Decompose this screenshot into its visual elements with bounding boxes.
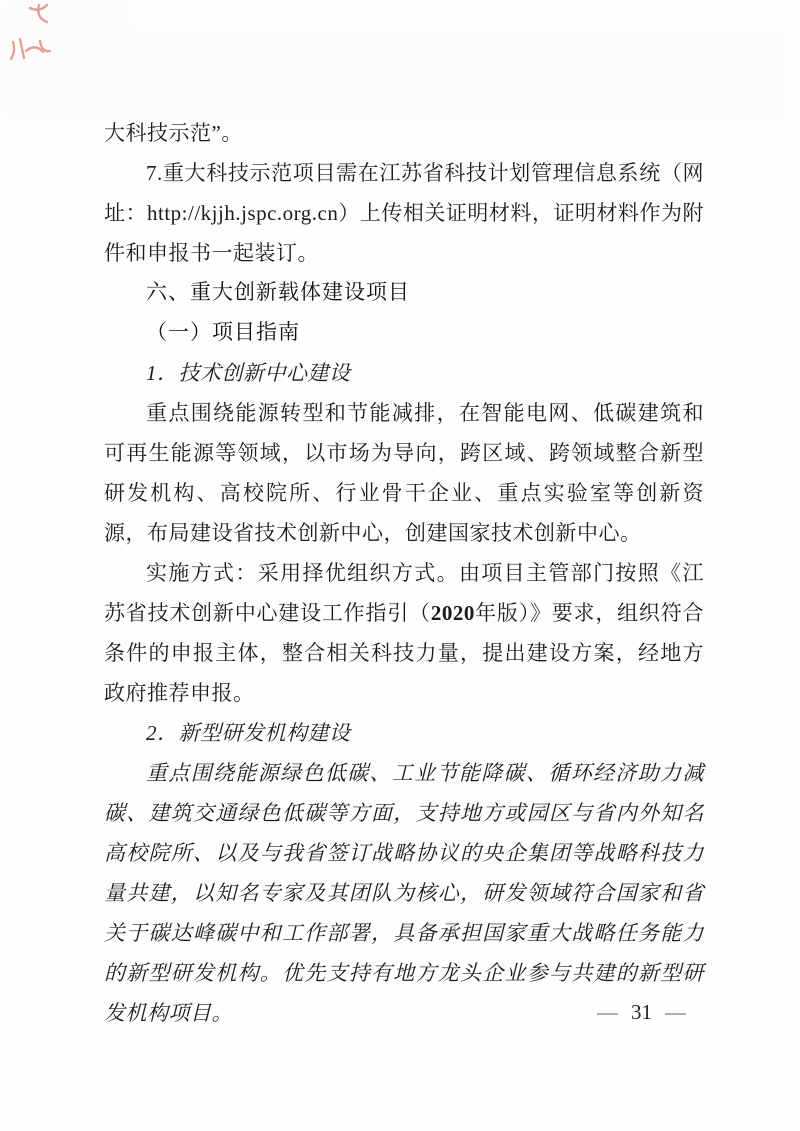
item-heading-2-new-rd-institution: 2．新型研发机构建设 [146,721,351,745]
paragraph-new-rd-institution: 重点围绕能源绿色低碳、工业节能降碳、循环经济助力减碳、建筑交通绿色低碳等方面，支持地方或园区与省内外知名高校院所、以及与我省签订战略协议的央企集团等战略科技力量共建，以知名专家及其团队为核心，研发领域符合国家和省关于碳达峰碳中和工作部署，具备承担国家重大战略任务能力的新型研发机构。优先支持有地方龙头企业参与共建的新型研发机构项目。 [104,761,704,1025]
paragraph-tech-innovation-center: 重点围绕能源转型和节能减排，在智能电网、低碳建筑和可再生能源等领域，以市场为导向，跨区域、跨领域整合新型研发机构、高校院所、行业骨干企业、重点实验室等创新资源，布局建设省技术创新中心，创建国家技术创新中心。 [104,401,704,545]
paragraph-implementation-part-1: 实施方式：采用择优组织方式。由项目主管部门按照《江苏省技术创新中心建设工作指引（ [104,561,704,625]
subsection-heading-project-guide: （一）项目指南 [146,321,300,344]
paragraph-item-7: 7.重大科技示范项目需在江苏省科技计划管理信息系统（网址：http://kjjh.jspc.org.cn）上传相关证明材料，证明材料作为附件和申报书一起装订。 [104,161,704,265]
scan-bleed-through [2,2,132,117]
page-number [597,1000,686,1025]
paragraph-implementation-part-2: 年版）》要求，组织符合条件的申报主体，整合相关科技力量，提出建设方案，经地方政府推荐申报。 [104,601,705,705]
paragraph-continuation: 大科技示范”。 [104,121,243,145]
red-ink-mark-icon [6,0,68,72]
paragraph-implementation-method [104,553,704,713]
page-number-dash-right: — [665,1000,686,1024]
scan-bleed-through [130,28,785,123]
item-heading-1-tech-innovation-center: 1．技术创新中心建设 [146,361,351,385]
paragraph-implementation-year: 2020 [430,601,475,625]
page-number-value: 31 [631,1000,652,1024]
document-body [104,113,704,1033]
section-heading-six: 六、重大创新载体建设项目 [146,281,410,304]
page-number-dash-left: — [597,1000,618,1024]
